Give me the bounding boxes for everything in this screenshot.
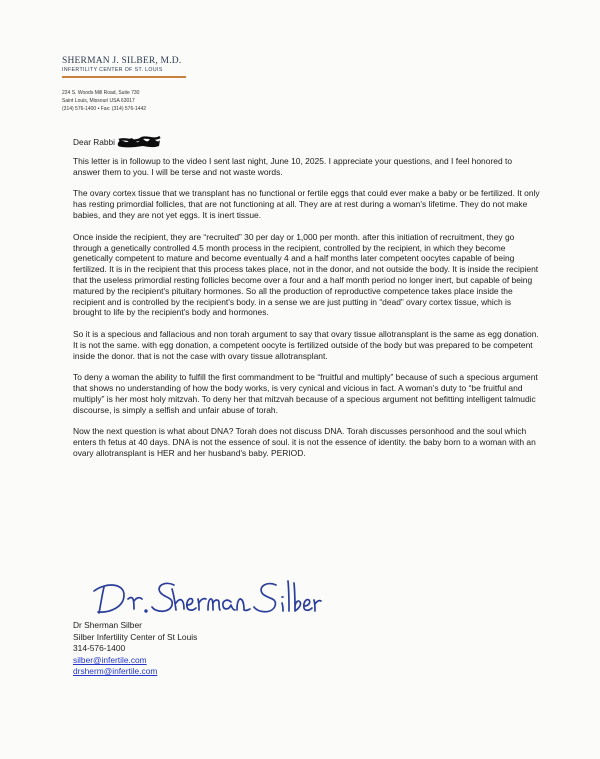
signer-name: Dr Sherman Silber xyxy=(73,620,142,630)
salutation xyxy=(73,135,161,148)
redaction-scribble xyxy=(116,135,161,148)
paragraph-ovary-tissue: The ovary cortex tissue that we transplant has no functional or fertile eggs that could ever make a baby or be fertilized. It only has resting primordial follicles, that are not functioning at all. They are at rest during a woman's lifetime. They do not make babies, and they are not yet eggs. It is inert tissue. xyxy=(73,188,540,221)
signer-organization: Silber Infertility Center of St Louis xyxy=(73,631,198,642)
letterhead-subtitle: INFERTILITY CENTER OF ST. LOUIS xyxy=(62,67,163,73)
paragraph-dna: Now the next question is what about DNA? Torah does not discuss DNA. Torah discusses personhood and the soul which enters th fetus at 40 days. DNA is not the essence of soul. it is not the essence of identity. the baby born to a woman with an ovary allotransplant is HER and her husband's baby. PERIOD. xyxy=(73,426,536,458)
paragraph-followup: This letter is in followup to the video I sent last night, June 10, 2025. I appreciate your questions, and I feel honored to answer them to you. I will be terse and not waste words. xyxy=(73,156,513,177)
paragraph-egg-donation: So it is a specious and fallacious and non torah argument to say that ovary tissue allotransplant is the same as egg donation. It is not the same. with egg donation, a competent oocyte is fertilized outside of the body but was prepared to be competent inside the donor. that is not the case with ovary tissue allotransplant. xyxy=(73,329,539,361)
handwritten-signature xyxy=(90,577,322,619)
signer-phone: 314-576-1400 xyxy=(73,643,126,654)
address-line: Saint Louis, Missouri USA 63017 xyxy=(62,98,135,104)
paragraph-commandment: To deny a woman the ability to fulfill the first commandment to be “fruitful and multiply” because of such a specious argument that shows no understanding of how the body works, is very cynical and vicious in fact. A woman's duty to “be fruitful and multiply” is her most holy mitzvah. To deny her that mitzvah because of a specious argument not befitting intelligent talmudic discourse, is simply a selfish and unfair abuse of torah. xyxy=(73,372,538,415)
email-link-drsherm[interactable]: drsherm@infertile.com xyxy=(73,666,158,677)
letterhead xyxy=(62,56,181,73)
letter-body xyxy=(73,156,541,470)
address-line: 224 S. Woods Mill Road, Suite 730 xyxy=(62,90,140,96)
email-link-silber[interactable]: silber@infertile.com xyxy=(73,654,147,665)
paragraph-recruitment: Once inside the recipient, they are “recruited” 30 per day or 1,000 per month. after this initiation of recruitment, they go through a genetically controlled 4.5 month process in the recipient, controlled by the recipient, in which they become genetically competent to mature and become eventually 4 and a half months later competent oocytes capable of being fertilized. It is in the recipient that this process takes place, not in the donor, and not outside the body. It is inside the recipient that the useless primordial resting follicles become over a four and a half month period no longer inert, but capable of being matured by the recipient's pituitary hormones. So all the production of reproductive competence takes place inside the recipient and is controlled by the recipient's body. in a sense we are just putting in “dead” ovary cortex tissue, which is brought to life by the recipient's body and hormones. xyxy=(73,231,539,318)
letterhead-name: SHERMAN J. SILBER, M.D. xyxy=(62,56,182,66)
letterhead-divider xyxy=(62,76,186,78)
address-contact-line: (314) 576-1400 • Fax: (314) 576-1442 xyxy=(62,106,147,112)
redaction-mark xyxy=(116,135,161,148)
letterhead-address xyxy=(62,89,146,113)
salutation-text: Dear Rabbi xyxy=(73,137,115,147)
signature-block xyxy=(73,620,197,678)
signature-drawing xyxy=(90,577,322,619)
